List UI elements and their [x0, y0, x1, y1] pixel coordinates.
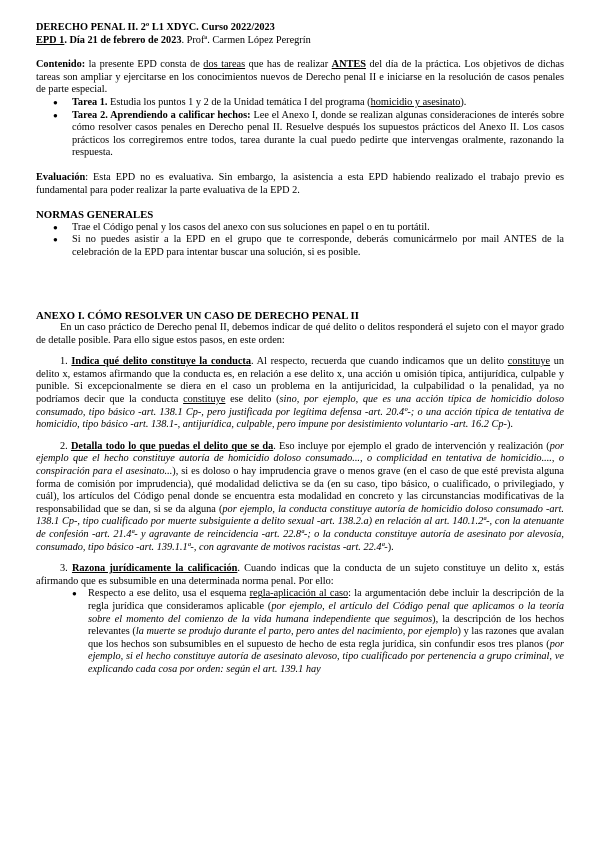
step-3-item-text-a: Respecto a ese delito, usa el esquema — [88, 588, 250, 600]
dos-tareas-text: dos tareas — [203, 59, 246, 71]
step-2-number: 2. — [60, 440, 71, 452]
contenido-label: Contenido: — [36, 59, 86, 71]
anexo-title: ANEXO I. CÓMO RESOLVER UN CASO DE DERECHO PENAL II — [36, 309, 359, 322]
tarea-1-end: ). — [460, 96, 467, 108]
tarea-2-item — [36, 110, 564, 160]
step-1-paragraph — [36, 356, 564, 432]
tareas-list — [36, 97, 564, 160]
step-3-number: 3. — [60, 563, 72, 575]
step-3-paragraph — [36, 563, 564, 588]
normas-item-2: ● Si no puedes asistir a la EPD en el grupo que te corresponde, deberás comunicármelo por mail ANTES de la celebración de la EPD para intentar buscar una solución, si es posible. — [36, 234, 564, 259]
evaluacion-text: : Esta EPD no es evaluativa. Sin embargo, la asistencia a esta EPD habiendo realizado el trabajo previo es fundamental para poder realizar la parte evaluativa de la EPD 2. — [36, 171, 564, 196]
step-1-example: sino, por ejemplo, que es una acción típica de homicidio doloso consumado, tipo básico -art. 138.1 Cp-, pero justificada por legítima defensa -art. 20.4º-; o una acción típica de tentativa de homicidio, tipo básico -art. 138.1-, antijurídica, culpable, pero impune por desistimiento voluntario -art. 16.2 Cp- — [36, 394, 564, 431]
step-2-example-1: por ejemplo que el hecho constituye autoría de homicidio doloso consumado..., o complicidad en tentativa de homicidio...., o conspiración para el asesinato... — [36, 440, 564, 478]
step-3-example-1: por ejemplo, el artículo del Código penal que aplicamos o la teoría sobre el momento del comienzo de la vida humana independiente que seguimos — [88, 600, 564, 625]
tarea-1-text: Estudia los puntos 1 y 2 de la Unidad temática I del programa ( — [107, 96, 371, 108]
step-3-example-3: por ejemplo, si el hecho constituye autoría de asesinato alevoso, tipo cualificado por pertenencia a grupo criminal, ve explicando cada cosa por orden: según el art. 139.1 hay — [88, 638, 564, 675]
contenido-paragraph — [36, 59, 564, 97]
step-2-text-a: . Eso incluye por ejemplo el grado de intervención y realización ( — [273, 440, 550, 452]
normas-list — [36, 222, 564, 260]
contenido-text-3: del día de la práctica. Los objetivos de dichas tareas son ampliar y ejercitarse en los conocimientos nuevos de Derecho penal II e iniciarse en la resolución de casos penales de parte especial. — [36, 59, 565, 96]
step-1-text-a: . Al respecto, recuerda que cuando indicamos que un delito — [251, 356, 508, 368]
evaluacion-label: Evaluación — [36, 171, 86, 183]
tarea-2-label: Tarea 2. Aprendiendo a calificar hechos: — [72, 109, 251, 121]
step-2-text-b: ), si es doloso o hay imprudencia grave o menos grave (en el caso de que esté prevista alguna forma de comisión por imprudencia), qué modalidad delictiva se da (en su caso, tipo básico, o cualificado, o privilegiado, y cuál), los artículos del Código penal donde se encuentra esta modalidad en concreto y las circunstancias modificativas de la responsabilidad que se dan, si se da alguna ( — [36, 466, 564, 515]
step-3-regla: regla-aplicación al caso — [249, 588, 349, 600]
step-3-example-2: la muerte se produjo durante el parto, pero antes del nacimiento, por ejemplo — [135, 626, 458, 638]
step-1-number: 1. — [60, 356, 72, 368]
step-1-text-c: ese delito ( — [225, 394, 280, 406]
step-3-item-text-c: ), la descripción de los hechos relevantes ( — [88, 613, 564, 638]
step-2-heading: Detalla todo lo que puedas el delito que se da — [70, 440, 274, 452]
step-1-end: ). — [506, 419, 513, 431]
epd-line — [36, 35, 564, 48]
step-1-constituye: constituye — [507, 356, 551, 368]
step-2-example-2: por ejemplo, la conducta constituye autoría de homicidio doloso consumado -art. 138.1 Cp-, tipo cualificado por muerte subsiguiente a delito sexual -art. 138.2.a) en relación al art. 140.1.2ª-, con la atenuante de confesión -art. 21.4ª- y agravante de reincidencia -art. 22.8ª-; o la conducta constituye autoría de asesinato por alevosía, consumado, tipo básico -art. 139.1.1ª-, con agravante de motivos racistas -art. 22.4ª- — [36, 503, 565, 553]
professor-name: . Profª. Carmen López Peregrín — [181, 34, 311, 46]
step-3-item-text-d: ) y las razones que avalan que los hechos son subsumibles en el supuesto de hecho de esta regla jurídica, sin confundir esos tres planos ( — [88, 626, 564, 650]
contenido-text-1: la presente EPD consta de — [85, 59, 204, 71]
evaluacion-paragraph — [36, 172, 564, 197]
epd-label: EPD 1 — [36, 34, 65, 46]
step-3-item-text-b: : la argumentación debe incluir la descripción de la regla jurídica que consideramos aplicable ( — [88, 588, 564, 612]
normas-item-1: ● Trae el Código penal y los casos del anexo con sus soluciones en papel o en tu portátil. — [36, 222, 564, 235]
epd-date: . Día 21 de febrero de 2023 — [64, 34, 182, 46]
tarea-1-label: Tarea 1. — [72, 96, 108, 108]
document-title: DERECHO PENAL II. 2º L1 XDYC. Curso 2022/2023 — [36, 22, 275, 33]
step-3-list — [36, 588, 564, 676]
tarea-2-text: Lee el Anexo I, donde se realizan algunas consideraciones de interés sobre cómo resolver casos penales en Derecho penal II. Resuelve después los supuestos prácticos del Anexo II. Los casos prácticos los corregiremos entre todos, tarea durante la cual puedo pedirte que intervengas oralmente, razonando la respuesta. — [72, 109, 565, 159]
step-3-text: . Cuando indicas que la conducta de un sujeto constituye un delito x, estás afirmando que es subsumible en una determinada norma penal. Por ello: — [36, 563, 564, 587]
contenido-text-2: que has de realizar — [245, 59, 332, 71]
antes-text: ANTES — [331, 59, 367, 71]
step-2-paragraph — [36, 441, 564, 554]
step-3-heading: Razona jurídicamente la calificación — [71, 563, 238, 575]
step-3-item-1 — [36, 588, 564, 676]
normas-title: NORMAS GENERALES — [36, 209, 154, 222]
step-1-text-b: un delito x, estamos afirmando que la conducta es, en relación a ese delito x, una acción u omisión típica, antijurídica, culpable y punible. Si excepcionalmente se diera en el caso un problema en la antijuricidad, la culpabilidad o la penalidad, ya no podríamos decir que la conducta — [36, 356, 565, 406]
tarea-1-item — [36, 97, 564, 110]
anexo-intro: En un caso práctico de Derecho penal II, debemos indicar de qué delito o delitos responderá el sujeto con el mayor grado de detalle posible. Para ello sigue estos pasos, en este orden: — [36, 322, 564, 346]
step-1-constituye-2: constituye — [183, 394, 226, 406]
tarea-1-topic: homicidio y asesinato — [370, 96, 461, 108]
step-2-end: ). — [387, 541, 394, 553]
step-1-heading: Indica qué delito constituye la conducta — [71, 356, 252, 368]
